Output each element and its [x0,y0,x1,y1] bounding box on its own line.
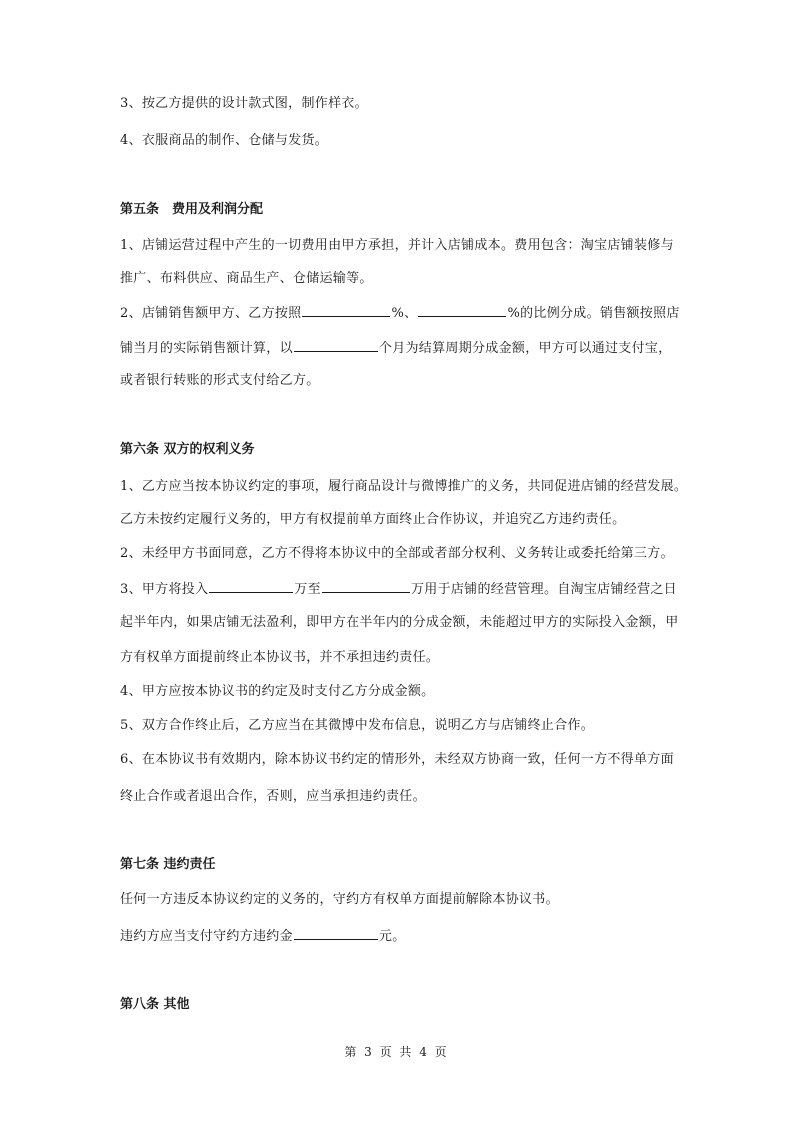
section-heading-6: 第六条 双方的权利义务 [120,442,255,457]
clause-5-item-1-line-2: 推广、布料供应、商品生产、仓储运输等。 [120,271,373,286]
fill-blank[interactable] [302,303,390,317]
clause-6-item-3-line-2: 起半年内，如果店铺无法盈利，即甲方在半年内的分成金额，未能超过甲方的实际投入金额，甲 [120,615,679,630]
clause-6-item-2: 2、未经甲方书面同意，乙方不得将本协议中的全部或者部分权利、义务转让或委托给第三方。 [120,546,674,561]
clause-6-item-3-line-3: 方有权单方面提前终止本协议书，并不承担违约责任。 [120,650,440,665]
text-segment: 个月为结算周期分成金额，甲方可以通过支付宝， [378,341,672,356]
text-segment: 违约方应当支付守约方违约金 [120,929,293,944]
section-heading-7: 第七条 违约责任 [120,857,216,872]
text-segment: 万至 [294,582,321,597]
text-segment: 铺当月的实际销售额计算，以 [120,341,293,356]
text-segment: 2、店铺销售额甲方、乙方按照 [120,306,302,321]
fill-blank[interactable] [418,303,506,317]
section-heading-5: 第五条 费用及利润分配 [120,202,264,217]
clause-4-item-4: 4、衣服商品的制作、仓储与发货。 [120,133,329,148]
clause-6-item-5: 5、双方合作终止后，乙方应当在其微博中发布信息，说明乙方与店铺终止合作。 [120,718,595,733]
fill-blank[interactable] [209,579,293,593]
page-number-footer: 第 3 页 共 4 页 [344,1045,449,1059]
text-segment: 万用于店铺的经营管理。自淘宝店铺经营之日 [410,582,677,597]
clause-7-line-1: 任何一方违反本协议约定的义务的，守约方有权单方面提前解除本协议书。 [120,892,559,907]
clause-5-item-2-line-1 [120,303,680,323]
clause-5-item-1-line-1: 1、店铺运营过程中产生的一切费用由甲方承担，并计入店铺成本。费用包含：淘宝店铺装修与 [120,238,674,253]
clause-6-item-3-line-1 [120,579,677,599]
clause-6-item-4: 4、甲方应按本协议书的约定及时支付乙方分成金额。 [120,684,435,699]
fill-blank[interactable] [322,579,410,593]
fill-blank[interactable] [294,338,378,352]
text-segment: %、 [391,306,418,321]
section-heading-8: 第八条 其他 [120,997,190,1012]
fill-blank[interactable] [294,926,378,940]
text-segment: %的比例分成。销售额按照店 [507,306,680,321]
clause-6-item-1-line-1: 1、乙方应当按本协议约定的事项，履行商品设计与微博推广的义务，共同促进店铺的经营发展。 [120,479,688,494]
clause-5-item-2-line-3: 或者银行转账的形式支付给乙方。 [120,373,320,388]
clause-6-item-6-line-1: 6、在本协议书有效期内，除本协议书约定的情形外，未经双方协商一致，任何一方不得单方面 [120,752,674,767]
clause-7-line-2 [120,926,406,946]
text-segment: 元。 [378,929,406,944]
text-segment: 3、甲方将投入 [120,582,209,597]
clause-6-item-1-line-2: 乙方未按约定履行义务的，甲方有权提前单方面终止合作协议，并追究乙方违约责任。 [120,512,626,527]
clause-4-item-3: 3、按乙方提供的设计款式图，制作样衣。 [120,96,368,111]
clause-5-item-2-line-2 [120,338,672,358]
clause-6-item-6-line-2: 终止合作或者退出合作，否则，应当承担违约责任。 [120,789,426,804]
